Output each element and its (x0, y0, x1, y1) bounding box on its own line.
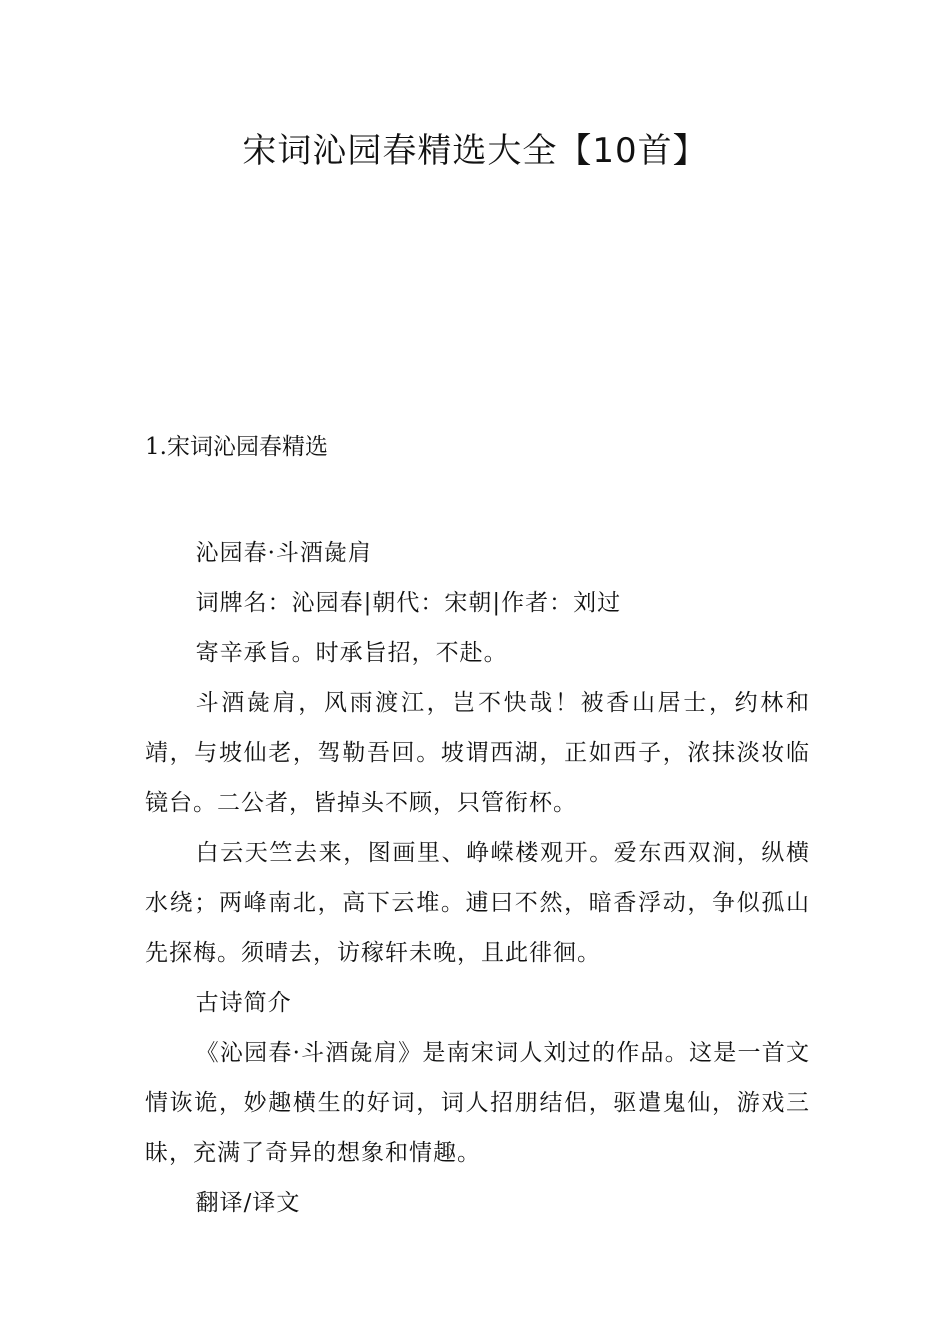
poem-stanza-2: 白云天竺去来，图画里、峥嵘楼观开。爱东西双涧，纵横水绕；两峰南北，高下云堆。逋曰不然，暗香浮动，争似孤山先探梅。须晴去，访稼轩未晚，且此徘徊。 (145, 840, 810, 966)
document-title: 宋词沁园春精选大全【10首】 (242, 131, 708, 171)
poem-title: 沁园春·斗酒彘肩 (195, 540, 372, 566)
body-text (145, 528, 810, 1228)
intro-heading: 古诗简介 (195, 990, 292, 1016)
section-heading: 1.宋词沁园春精选 (145, 434, 328, 460)
translation-heading: 翻译/译文 (195, 1190, 301, 1216)
poem-preface: 寄辛承旨。时承旨招，不赴。 (195, 640, 508, 666)
intro-text: 《沁园春·斗酒彘肩》是南宋词人刘过的作品。这是一首文情诙诡，妙趣横生的好词，词人招朋结侣，驱遣鬼仙，游戏三昧，充满了奇异的想象和情趣。 (145, 1040, 810, 1166)
poem-stanza-1: 斗酒彘肩，风雨渡江，岂不快哉！被香山居士，约林和靖，与坡仙老，驾勒吾回。坡谓西湖，正如西子，浓抹淡妆临镜台。二公者，皆掉头不顾，只管衔杯。 (145, 690, 810, 816)
poem-meta: 词牌名：沁园春|朝代：宋朝|作者：刘过 (195, 590, 622, 616)
